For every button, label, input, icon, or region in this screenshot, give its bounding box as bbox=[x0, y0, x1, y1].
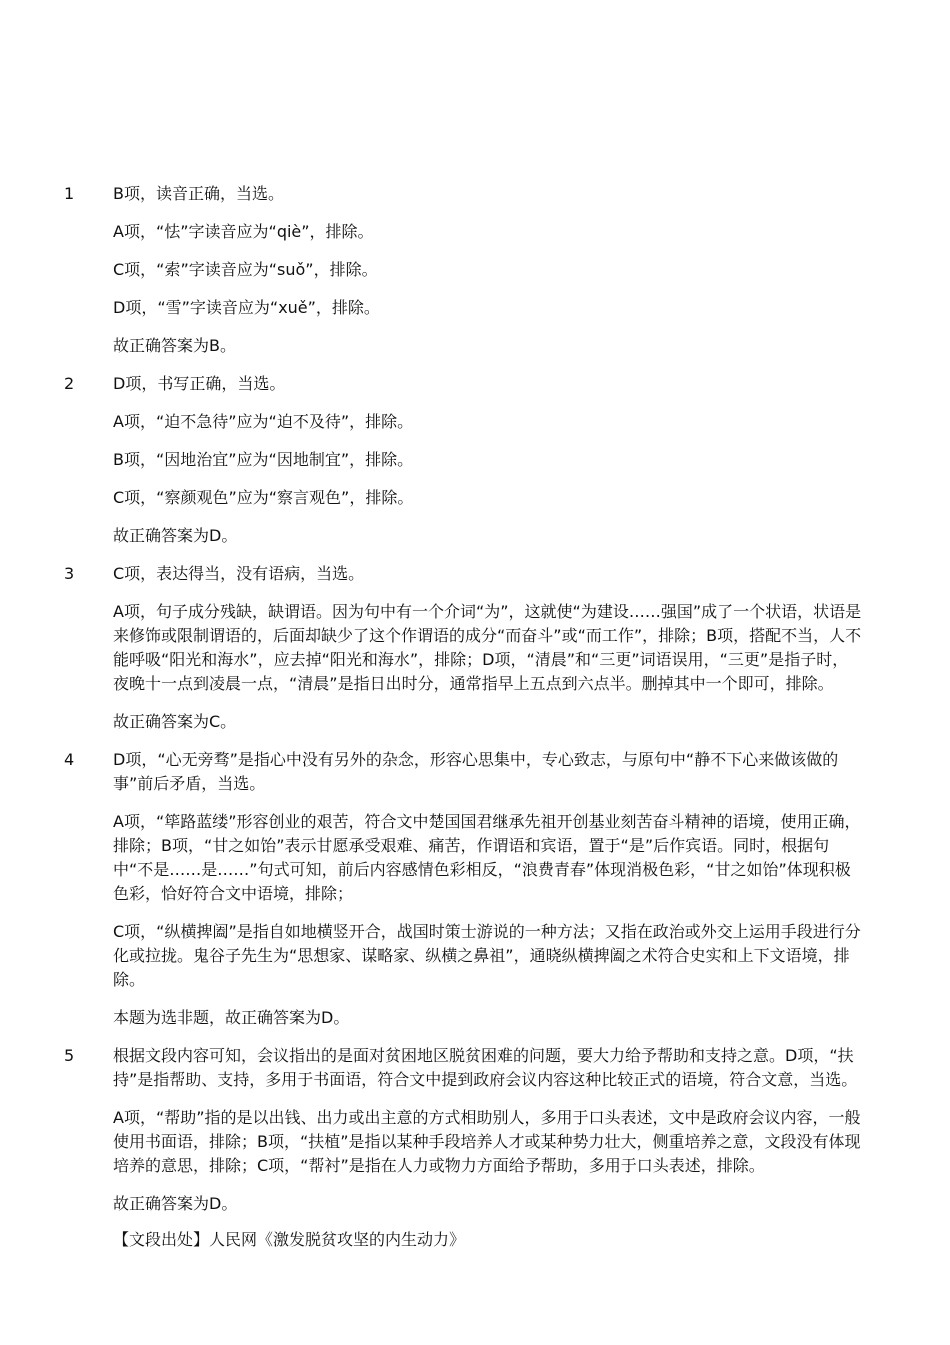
explanation-paragraph: A项，“筚路蓝缕”形容创业的艰苦，符合文中楚国国君继承先祖开创基业刻苦奋斗精神的语境，使用正确，排除；B项，“甘之如饴”表示甘愿承受艰难、痛苦，作谓语和宾语，置于“是”后作宾语。同时，根据句中“不是……是……”句式可知，前后内容感情色彩相反，“浪费青春”体现消极色彩，“甘之如饴”体现积极色彩，恰好符合文中语境，排除； bbox=[113, 812, 861, 903]
explanation-paragraph: A项，句子成分残缺，缺谓语。因为句中有一个介词“为”，这就使“为建设……强国”成了一个状语，状语是来修饰或限制谓语的，后面却缺少了这个作谓语的成分“而奋斗”或“而工作”，排除；B项，搭配不当，人不能呼吸“阳光和海水”，应去掉“阳光和海水”，排除；D项，“清晨”和“三更”词语误用，“三更”是指子时，夜晚十一点到凌晨一点，“清晨”是指日出时分，通常指早上五点到六点半。删掉其中一个即可，排除。 bbox=[113, 602, 862, 693]
answer-paragraph: 故正确答案为D。 bbox=[113, 526, 238, 545]
question-3 bbox=[0, 560, 863, 734]
question-4 bbox=[0, 746, 863, 1030]
answer-paragraph: 故正确答案为C。 bbox=[113, 712, 237, 731]
explanation-paragraph: D项，书写正确，当选。 bbox=[113, 374, 286, 393]
explanation-paragraph: 根据文段内容可知，会议指出的是面对贫困地区脱贫困难的问题，要大力给予帮助和支持之意。D项，“扶持”是指帮助、支持，多用于书面语，符合文中提到政府会议内容这种比较正式的语境，符合文意，当选。 bbox=[113, 1046, 858, 1089]
question-5 bbox=[0, 1042, 863, 1216]
explanation-paragraph: B项，“因地治宜”应为“因地制宜”，排除。 bbox=[113, 450, 414, 469]
explanation-paragraph: D项，“心无旁骛”是指心中没有另外的杂念，形容心思集中，专心致志，与原句中“静不下心来做该做的事”前后矛盾，当选。 bbox=[113, 750, 839, 793]
question-number: 1 bbox=[64, 184, 75, 203]
explanation-paragraph: A项，“帮助”指的是以出钱、出力或出主意的方式相助别人，多用于口头表述，文中是政府会议内容，一般使用书面语，排除；B项，“扶植”是指以某种手段培养人才或某种势力壮大，侧重培养之意，文段没有体现培养的意思，排除；C项，“帮衬”是指在人力或物力方面给予帮助，多用于口头表述，排除。 bbox=[113, 1108, 861, 1175]
answer-paragraph: 故正确答案为D。 bbox=[113, 1194, 238, 1213]
question-number: 3 bbox=[64, 564, 75, 583]
explanation-paragraph: B项，读音正确，当选。 bbox=[113, 184, 284, 203]
answer-paragraph: 本题为选非题，故正确答案为D。 bbox=[113, 1008, 350, 1027]
explanation-paragraph: C项，“察颜观色”应为“察言观色”，排除。 bbox=[113, 488, 414, 507]
explanation-paragraph: D项，“雪”字读音应为“xuě”，排除。 bbox=[113, 298, 380, 317]
question-2 bbox=[0, 370, 863, 548]
question-number: 2 bbox=[64, 374, 75, 393]
question-1 bbox=[0, 180, 863, 358]
answer-sheet bbox=[0, 180, 950, 1252]
text-source: 【文段出处】人民网《激发脱贫攻坚的内生动力》 bbox=[113, 1230, 466, 1249]
explanation-paragraph: A项，“怯”字读音应为“qiè”，排除。 bbox=[113, 222, 374, 241]
explanation-paragraph: C项，表达得当，没有语病，当选。 bbox=[113, 564, 365, 583]
answer-paragraph: 故正确答案为B。 bbox=[113, 336, 236, 355]
explanation-paragraph: A项，“迫不急待”应为“迫不及待”，排除。 bbox=[113, 412, 414, 431]
explanation-paragraph: C项，“索”字读音应为“suǒ”，排除。 bbox=[113, 260, 378, 279]
question-number: 4 bbox=[64, 750, 75, 769]
question-number: 5 bbox=[64, 1046, 75, 1065]
explanation-paragraph: C项，“纵横捭阖”是指自如地横竖开合，战国时策士游说的一种方法；又指在政治或外交上运用手段进行分化或拉拢。鬼谷子先生为“思想家、谋略家、纵横之鼻祖”，通晓纵横捭阖之术符合史实和上下文语境，排除。 bbox=[113, 922, 861, 989]
